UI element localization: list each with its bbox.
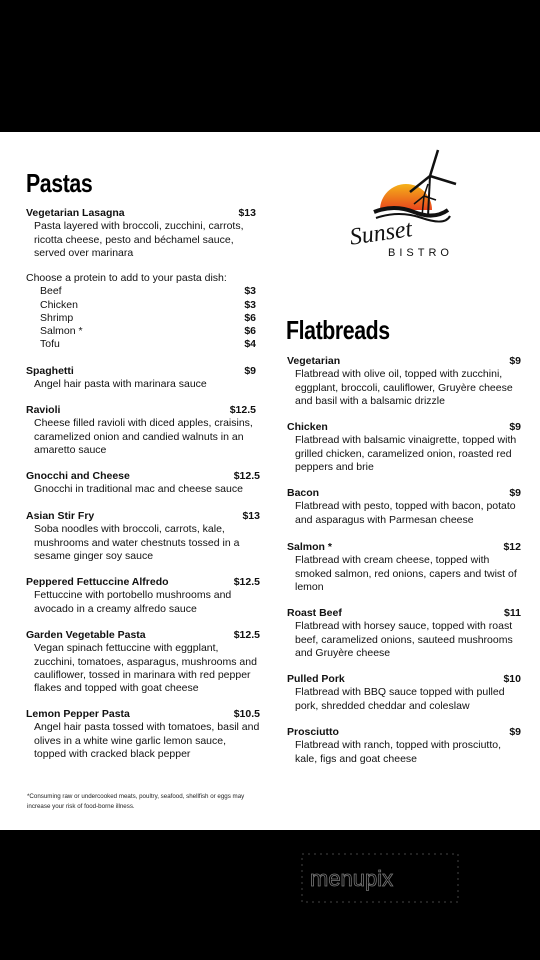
watermark-text: menupix	[310, 866, 394, 891]
item-desc: Soba noodles with broccoli, carrots, kale, mushrooms and water chestnuts tossed in a sesame ginger soy sauce	[34, 523, 240, 562]
item-price: $13	[242, 510, 260, 522]
footnote: *Consuming raw or undercooked meats, poultry, seafood, shellfish or eggs may increase your risk of food-borne illness.	[27, 793, 245, 810]
item-price: $9	[509, 487, 521, 499]
item-price: $12.5	[233, 629, 260, 641]
item-price: $12.5	[233, 576, 260, 588]
item-desc: Pasta layered with broccoli, zucchini, carrots, ricotta cheese, pesto and béchamel sauce, served over marinara	[34, 220, 244, 259]
item-name: Vegetarian	[287, 355, 341, 367]
item-price: $10	[503, 673, 521, 685]
pastas-heading: Pastas	[26, 168, 93, 198]
menu-item	[26, 708, 260, 761]
item-price: $9	[509, 726, 521, 738]
item-desc: Flatbread with balsamic vinaigrette, topped with grilled chicken, caramelized onion, roasted red peppers and brie	[295, 434, 517, 473]
item-name: Asian Stir Fry	[26, 510, 95, 522]
menu-item	[26, 404, 256, 457]
menu-item	[287, 355, 521, 408]
menu-item	[287, 673, 521, 713]
menu-item	[26, 629, 260, 695]
protein-intro: Choose a protein to add to your pasta dish:	[26, 272, 227, 284]
item-name: Roast Beef	[287, 607, 342, 619]
item-desc: Flatbread with ranch, topped with prosciutto, kale, figs and goat cheese	[295, 739, 502, 765]
item-desc: Flatbread with olive oil, topped with zucchini, eggplant, broccoli, cauliflower, Gruyère cheese and basil with a balsamic drizzle	[295, 368, 513, 407]
item-desc: Vegan spinach fettuccine with eggplant, zucchini, tomatoes, asparagus, mushrooms and cauliflower, tossed in marinara with red pepper flakes and topped with goat cheese	[34, 642, 257, 695]
logo-subtitle: BISTRO	[388, 247, 453, 259]
menu-item	[26, 510, 260, 563]
item-name: Bacon	[287, 487, 320, 499]
item-price: $12.5	[233, 470, 260, 482]
menu-item	[26, 207, 256, 260]
item-price: $9	[244, 365, 256, 377]
item-name: Peppered Fettuccine Alfredo	[26, 576, 169, 588]
menu-item	[26, 365, 256, 392]
item-name: Salmon *	[287, 541, 332, 553]
menupix-watermark	[300, 852, 460, 904]
item-name: Chicken	[287, 421, 328, 433]
item-name: Ravioli	[26, 404, 61, 416]
item-desc: Angel hair pasta with marinara sauce	[34, 378, 207, 391]
menu-item	[287, 421, 521, 474]
item-price: $12.5	[229, 404, 256, 416]
item-price: $12	[503, 541, 521, 553]
protein-options: Choose a protein to add to your pasta dish: Beef $3 Chicken $3 Shrimp $6 Salmon * $6 Tofu $4	[26, 272, 256, 351]
item-price: $9	[509, 421, 521, 433]
menu-item	[287, 726, 521, 766]
item-name: Pulled Pork	[287, 673, 345, 685]
item-desc: Flatbread with BBQ sauce topped with pulled pork, shredded cheddar and coleslaw	[295, 686, 505, 712]
menu-item	[287, 607, 521, 660]
item-name: Garden Vegetable Pasta	[26, 629, 146, 641]
item-desc: Fettuccine with portobello mushrooms and avocado in a creamy alfredo sauce	[34, 589, 232, 615]
item-desc: Angel hair pasta tossed with tomatoes, basil and olives in a white wine garlic lemon sauce, topped with cracked black pepper	[34, 721, 260, 760]
menu-item	[287, 487, 521, 527]
logo-script: Sunset	[348, 216, 414, 251]
item-desc: Flatbread with pesto, topped with bacon, potato and asparagus with Parmesan cheese	[295, 500, 516, 526]
item-desc: Gnocchi in traditional mac and cheese sauce	[34, 483, 243, 496]
item-desc: Flatbread with cream cheese, topped with smoked salmon, red onions, capers and twist of lemon	[295, 554, 517, 593]
menu-item	[287, 541, 521, 594]
item-name: Lemon Pepper Pasta	[26, 708, 130, 720]
item-name: Gnocchi and Cheese	[26, 470, 130, 482]
menu-item	[26, 576, 260, 616]
item-name: Spaghetti	[26, 365, 74, 377]
sunset-bistro-logo	[344, 146, 464, 266]
item-name: Prosciutto	[287, 726, 339, 738]
flatbreads-heading: Flatbreads	[286, 315, 390, 345]
item-price: $13	[238, 207, 256, 219]
item-desc: Flatbread with horsey sauce, topped with roast beef, caramelized onions, sauteed mushrooms and Gruyère cheese	[295, 620, 513, 659]
item-desc: Cheese filled ravioli with diced apples, craisins, caramelized onion and candied walnuts in an amaretto sauce	[34, 417, 253, 456]
item-price: $10.5	[233, 708, 260, 720]
item-price: $9	[509, 355, 521, 367]
menu-item	[26, 470, 260, 497]
item-price: $11	[504, 607, 521, 619]
item-name: Vegetarian Lasagna	[26, 207, 125, 219]
